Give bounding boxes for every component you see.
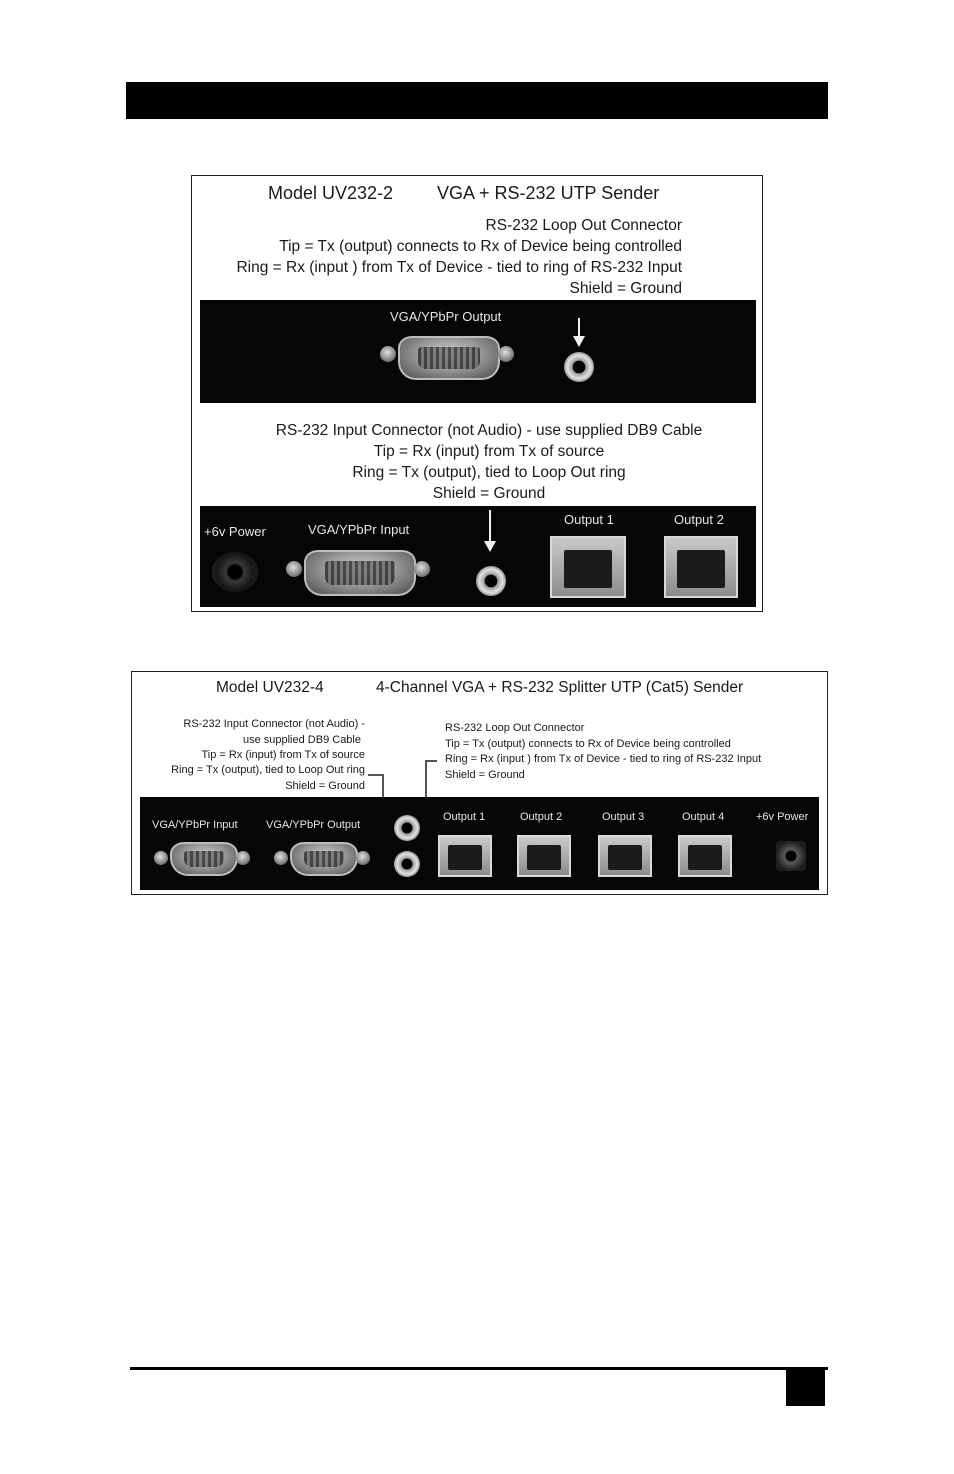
fig2-loop-out-ring: Ring = Rx (input ) from Tx of Device - tied to ring of RS-232 Input <box>445 753 762 765</box>
screw-icon <box>498 346 514 362</box>
footer-rule <box>130 1367 828 1370</box>
fig2-output2-label: Output 2 <box>520 811 563 823</box>
vga-input-connector-icon <box>304 550 416 596</box>
fig1-loop-out-shield: Shield = Ground <box>569 280 682 297</box>
fig1-loop-out-heading: RS-232 Loop Out Connector <box>485 217 682 234</box>
screw-icon <box>236 851 250 865</box>
screw-icon <box>356 851 370 865</box>
fig1-input-ring: Ring = Tx (output), tied to Loop Out ring <box>352 464 626 481</box>
fig2-vga-input-label: VGA/YPbPr Input <box>152 819 238 831</box>
arrow-shaft <box>578 318 580 338</box>
loop-out-pointer-line <box>425 760 437 800</box>
output4-rj45-icon <box>678 835 732 877</box>
fig2-output4-label: Output 4 <box>682 811 725 823</box>
vga-output-connector-icon <box>398 336 500 380</box>
fig1-loop-out-tip: Tip = Tx (output) connects to Rx of Device being controlled <box>279 238 682 255</box>
fig1-title: VGA + RS-232 UTP Sender <box>437 183 660 203</box>
fig1-vga-output-label: VGA/YPbPr Output <box>390 309 502 324</box>
rs232-input-jack-icon <box>394 851 420 877</box>
fig1-lower-panel <box>200 506 756 607</box>
figure-uv232-4 <box>131 671 828 895</box>
screw-icon <box>286 561 302 577</box>
vga-output-connector-icon <box>290 842 358 876</box>
fig2-loop-out-heading: RS-232 Loop Out Connector <box>445 722 585 734</box>
output3-rj45-icon <box>598 835 652 877</box>
fig1-loop-out-ring: Ring = Rx (input ) from Tx of Device - tied to ring of RS-232 Input <box>236 259 682 276</box>
figure-uv232-2 <box>191 175 763 612</box>
page-number-box <box>786 1370 825 1406</box>
screw-icon <box>274 851 288 865</box>
screw-icon <box>380 346 396 362</box>
fig2-panel <box>140 797 819 890</box>
screw-icon <box>414 561 430 577</box>
arrow-down-icon <box>484 541 496 552</box>
fig2-input-tip: Tip = Rx (input) from Tx of source <box>201 749 365 761</box>
rs232-loop-out-jack-icon <box>394 815 420 841</box>
fig1-input-heading: RS-232 Input Connector (not Audio) - use supplied DB9 Cable <box>275 422 703 439</box>
fig2-input-ring: Ring = Tx (output), tied to Loop Out ring <box>171 764 365 776</box>
fig2-title: 4-Channel VGA + RS-232 Splitter UTP (Cat5) Sender <box>376 679 744 696</box>
output2-rj45-icon <box>664 536 738 598</box>
output1-rj45-icon <box>438 835 492 877</box>
power-jack-icon <box>776 841 806 871</box>
fig1-input-shield: Shield = Ground <box>432 485 546 502</box>
fig2-input-shield: Shield = Ground <box>285 780 365 792</box>
fig2-power-label: +6v Power <box>756 811 809 823</box>
arrow-down-icon <box>573 336 585 347</box>
fig1-output2-label: Output 2 <box>674 512 724 527</box>
fig2-input-line1: RS-232 Input Connector (not Audio) - <box>183 718 365 730</box>
power-jack-icon <box>212 552 258 592</box>
fig2-model: Model UV232-4 <box>216 679 324 696</box>
rs232-loop-out-jack-icon <box>564 352 594 382</box>
output2-rj45-icon <box>517 835 571 877</box>
fig1-vga-input-label: VGA/YPbPr Input <box>308 522 410 537</box>
fig2-loop-out-shield: Shield = Ground <box>445 769 525 781</box>
fig2-input-line2: use supplied DB9 Cable <box>242 734 361 746</box>
fig1-output1-label: Output 1 <box>564 512 614 527</box>
fig1-upper-panel <box>200 300 756 403</box>
rs232-input-jack-icon <box>476 566 506 596</box>
fig2-loop-out-tip: Tip = Tx (output) connects to Rx of Device being controlled <box>445 738 731 750</box>
header-bar <box>126 82 828 119</box>
fig2-output1-label: Output 1 <box>443 811 486 823</box>
vga-input-connector-icon <box>170 842 238 876</box>
fig1-input-tip: Tip = Rx (input) from Tx of source <box>373 443 605 460</box>
arrow-shaft <box>489 510 491 542</box>
fig2-vga-output-label: VGA/YPbPr Output <box>266 819 361 831</box>
output1-rj45-icon <box>550 536 626 598</box>
screw-icon <box>154 851 168 865</box>
fig1-model: Model UV232-2 <box>268 183 394 203</box>
fig1-power-label: +6v Power <box>204 524 266 539</box>
fig2-output3-label: Output 3 <box>602 811 645 823</box>
